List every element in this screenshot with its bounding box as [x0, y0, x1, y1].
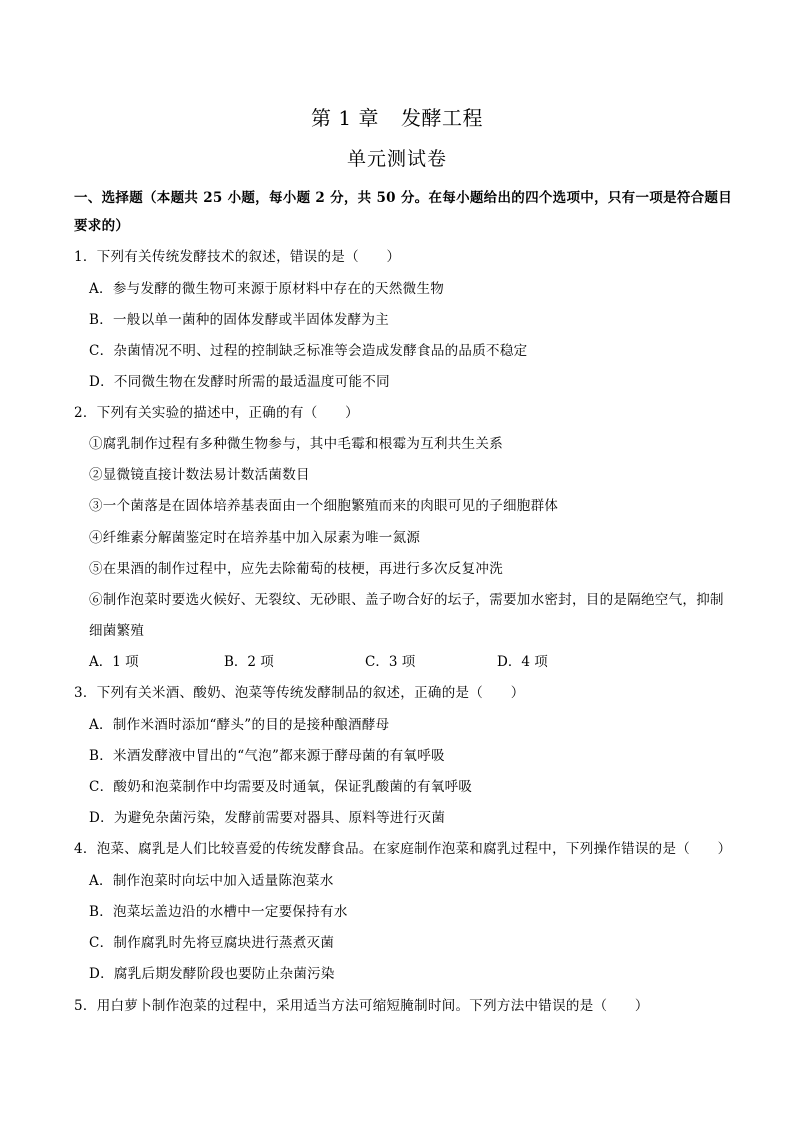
question-3-option-d: D．为避免杂菌污染，发酵前需要对器具、原料等进行灭菌 [89, 810, 446, 826]
question-2-option-a: A．1 项 [89, 654, 139, 670]
question-4-option-c: C．制作腐乳时先将豆腐块进行蒸煮灭菌 [89, 935, 335, 951]
question-1-option-b: B．一般以单一菌种的固体发酵或半固体发酵为主 [89, 312, 390, 328]
question-2-item-3: ③一个菌落是在固体培养基表面由一个细胞繁殖而来的肉眼可见的子细胞群体 [89, 498, 559, 514]
question-3-option-b: B．米酒发酵液中冒出的“气泡”都来源于酵母菌的有氧呼吸 [89, 748, 445, 764]
question-3-option-c: C．酸奶和泡菜制作中均需要及时通氧，保证乳酸菌的有氧呼吸 [89, 779, 473, 795]
question-1-option-a: A．参与发酵的微生物可来源于原材料中存在的天然微生物 [89, 281, 445, 297]
question-1-option-d: D．不同微生物在发酵时所需的最适温度可能不同 [89, 374, 390, 390]
question-2-item-5: ⑤在果酒的制作过程中，应先去除葡萄的枝梗，再进行多次反复冲洗 [89, 561, 503, 577]
question-3-stem: 3．下列有关米酒、酸奶、泡菜等传统发酵制品的叙述，正确的是（ ） [74, 685, 525, 701]
question-4-option-d: D．腐乳后期发酵阶段也要防止杂菌污染 [89, 966, 335, 982]
chapter-number: 第 1 章 [311, 106, 379, 130]
question-2-item-4: ④纤维素分解菌鉴定时在培养基中加入尿素为唯一氮源 [89, 530, 421, 546]
question-2-stem: 2．下列有关实验的描述中，正确的有（ ） [74, 405, 359, 421]
question-1-option-c: C．杂菌情况不明、过程的控制缺乏标准等会造成发酵食品的品质不稳定 [89, 343, 528, 359]
section-heading: 一、选择题（本题共 25 小题，每小题 2 分，共 50 分。在每小题给出的四个选项中，只有一项是符合题目要求的） [74, 190, 733, 234]
question-4-stem: 4．泡菜、腐乳是人们比较喜爱的传统发酵食品。在家庭制作泡菜和腐乳过程中，下列操作错误的是（ ） [74, 841, 732, 857]
question-1-stem: 1．下列有关传统发酵技术的叙述，错误的是（ ） [74, 249, 401, 265]
question-4-option-a: A．制作泡菜时向坛中加入适量陈泡菜水 [89, 873, 334, 889]
question-2-option-b: B．2 项 [224, 654, 274, 670]
question-4-option-b: B．泡菜坛盖边沿的水槽中一定要保持有水 [89, 904, 348, 920]
page-subtitle: 单元测试卷 [346, 148, 447, 170]
question-2-option-c: C．3 项 [365, 654, 416, 670]
question-3-option-a: A．制作米酒时添加“酵头”的目的是接种酿酒酵母 [89, 717, 390, 733]
question-2-item-1: ①腐乳制作过程有多种微生物参与，其中毛霉和根霉为互利共生关系 [89, 436, 503, 452]
question-2-option-d: D．4 项 [497, 654, 548, 670]
question-5-stem: 5．用白萝卜制作泡菜的过程中，采用适当方法可缩短腌制时间。下列方法中错误的是（ ） [74, 998, 649, 1014]
question-2-item-6: ⑥制作泡菜时要选火候好、无裂纹、无砂眼、盖子吻合好的坛子，需要加水密封，目的是隔绝空气，抑制细菌繁殖 [89, 592, 724, 639]
page-title [0, 104, 794, 132]
question-2-item-2: ②显微镜直接计数法易计数活菌数目 [89, 467, 310, 483]
chapter-title: 发酵工程 [400, 106, 483, 130]
